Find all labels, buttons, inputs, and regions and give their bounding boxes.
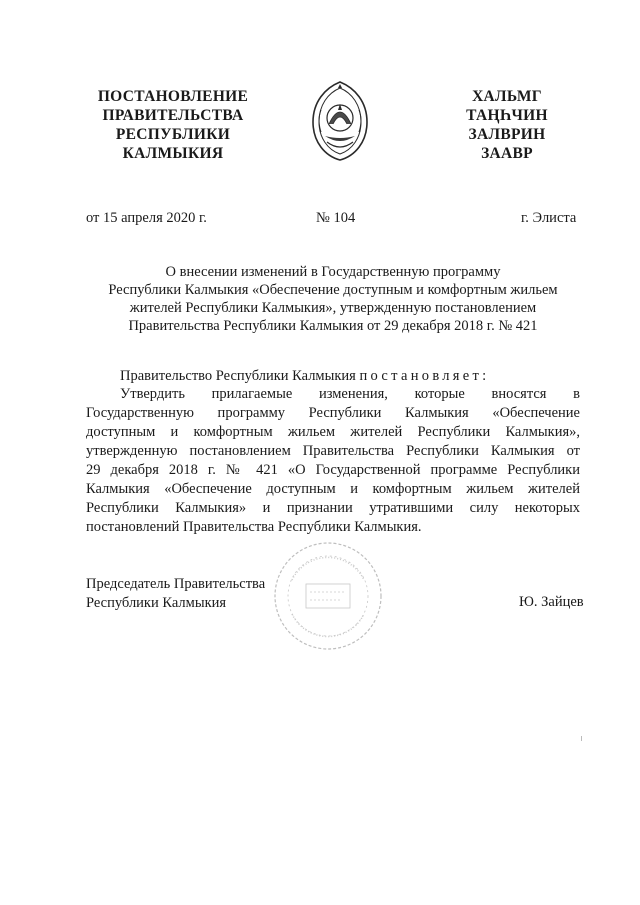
header-left-line: КАЛМЫКИЯ xyxy=(122,145,224,162)
document-date: от 15 апреля 2020 г. xyxy=(86,210,207,226)
subject-line: О внесении изменений в Государственную программу xyxy=(165,264,501,280)
kalmykia-emblem-icon xyxy=(307,80,373,162)
header-right-line: ХАЛЬМГ xyxy=(472,88,542,105)
signature-position-line: Республики Калмыкия xyxy=(86,595,227,611)
paragraph-line: 29 декабря 2018 г. № 421 «О Государственной программе Республики xyxy=(86,462,580,478)
signature-position xyxy=(86,575,265,613)
signer-name: Ю. Зайцев xyxy=(519,594,584,610)
header-left-line: РЕСПУБЛИКИ xyxy=(115,126,231,143)
paragraph-line: Республики Калмыкия» и признании утратившими силу некоторых xyxy=(86,500,580,516)
signature-position-line: Председатель Правительства xyxy=(86,576,266,592)
header-left-title xyxy=(82,87,264,163)
subject-line: Правительства Республики Калмыкия от 29 декабря 2018 г. № 421 xyxy=(128,318,538,334)
subject-line: Республики Калмыкия «Обеспечение доступным и комфортным жильем xyxy=(108,282,558,298)
paragraph-line: Утвердить прилагаемые изменения, которые вносятся в xyxy=(120,386,580,402)
header-right-line: ЗАЛВРИН xyxy=(468,126,546,143)
document-subject xyxy=(86,263,580,335)
document-city: г. Элиста xyxy=(521,210,577,226)
header-right-line: ЗААВР xyxy=(481,145,533,162)
paragraph-line: Калмыкия «Обеспечение доступным и комфортным жильем жителей xyxy=(86,481,580,497)
paragraph-line: утвержденную постановлением Правительства Республики Калмыкия от xyxy=(86,443,580,459)
paragraph-line: постановлений Правительства Республики Калмыкия. xyxy=(86,519,422,535)
header-left-line: ПОСТАНОВЛЕНИЕ xyxy=(97,88,249,105)
decree-word: постановляет: xyxy=(359,368,490,384)
subject-line: жителей Республики Калмыкия», утвержденную постановлением xyxy=(129,300,537,316)
header-left-line: ПРАВИТЕЛЬСТВА xyxy=(102,107,244,124)
decree-statement xyxy=(120,368,489,385)
paragraph-line: Государственную программу Республики Калмыкия «Обеспечение xyxy=(86,405,580,421)
header-right-title xyxy=(452,87,562,163)
paragraph-line: доступным и комфортным жильем жителей Республики Калмыкия», xyxy=(86,424,580,440)
scan-artifact xyxy=(581,736,582,741)
header-right-line: ТАҢҺЧИН xyxy=(466,107,548,124)
decree-prefix: Правительство Республики Калмыкия xyxy=(120,368,356,384)
decree-paragraph xyxy=(86,385,580,537)
official-stamp-icon xyxy=(272,540,384,652)
document-number: № 104 xyxy=(316,210,356,226)
